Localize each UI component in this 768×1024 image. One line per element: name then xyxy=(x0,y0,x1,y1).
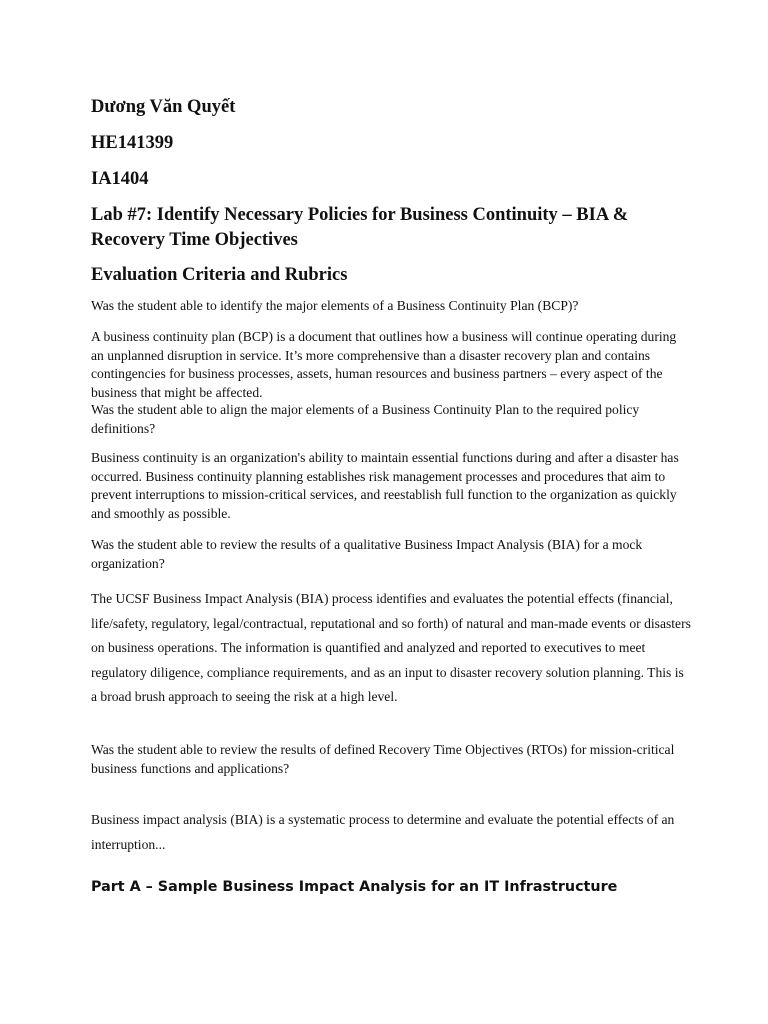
student-id: HE141399 xyxy=(91,133,174,153)
lab-title: Lab #7: Identify Necessary Policies for Business Continuity – BIA & Recovery Time Objectives xyxy=(91,205,629,250)
answer-bia-systematic: Business impact analysis (BIA) is a systematic process to determine and evaluate the potential effects of an interruption... xyxy=(91,812,675,852)
section-title: Evaluation Criteria and Rubrics xyxy=(91,265,348,285)
answer-bcp-definition: A business continuity plan (BCP) is a document that outlines how a business will continue operating during an unplanned disruption in service. It’s more comprehensive than a disaster recovery plan and contains contingencies for business processes, assets, human resources and business partners – every aspect of the business that might be affected. xyxy=(91,329,677,400)
part-a-heading: Part A – Sample Business Impact Analysis for an IT Infrastructure xyxy=(91,879,618,895)
question-bcp-elements: Was the student able to identify the major elements of a Business Continuity Plan (BCP)? xyxy=(91,298,579,313)
answer-business-continuity: Business continuity is an organization's ability to maintain essential functions during and after a disaster has occurred. Business continuity planning establishes risk management processes and procedures that aim to prevent interruptions to mission-critical services, and reestablish full function to the organization as quickly and smoothly as possible. xyxy=(91,450,679,521)
question-rto-review: Was the student able to review the results of defined Recovery Time Objectives (RTOs) for mission-critical business functions and applications? xyxy=(91,742,675,776)
author-name: Dương Văn Quyết xyxy=(91,97,236,117)
answer-ucsf-bia: The UCSF Business Impact Analysis (BIA) process identifies and evaluates the potential effects (financial, life/safety, regulatory, legal/contractual, reputational and so forth) of natural and man-made events or disasters on business operations. The information is quantified and analyzed and reported to executives to meet regulatory diligence, compliance requirements, and as an input to disaster recovery solution planning. This is a broad brush approach to seeing the risk at a high level. xyxy=(91,591,691,704)
class-code: IA1404 xyxy=(91,169,149,189)
question-qualitative-bia: Was the student able to review the results of a qualitative Business Impact Analysis (BIA) for a mock organization? xyxy=(91,537,643,571)
question-bcp-policy-alignment: Was the student able to align the major elements of a Business Continuity Plan to the required policy definitions? xyxy=(91,402,640,436)
